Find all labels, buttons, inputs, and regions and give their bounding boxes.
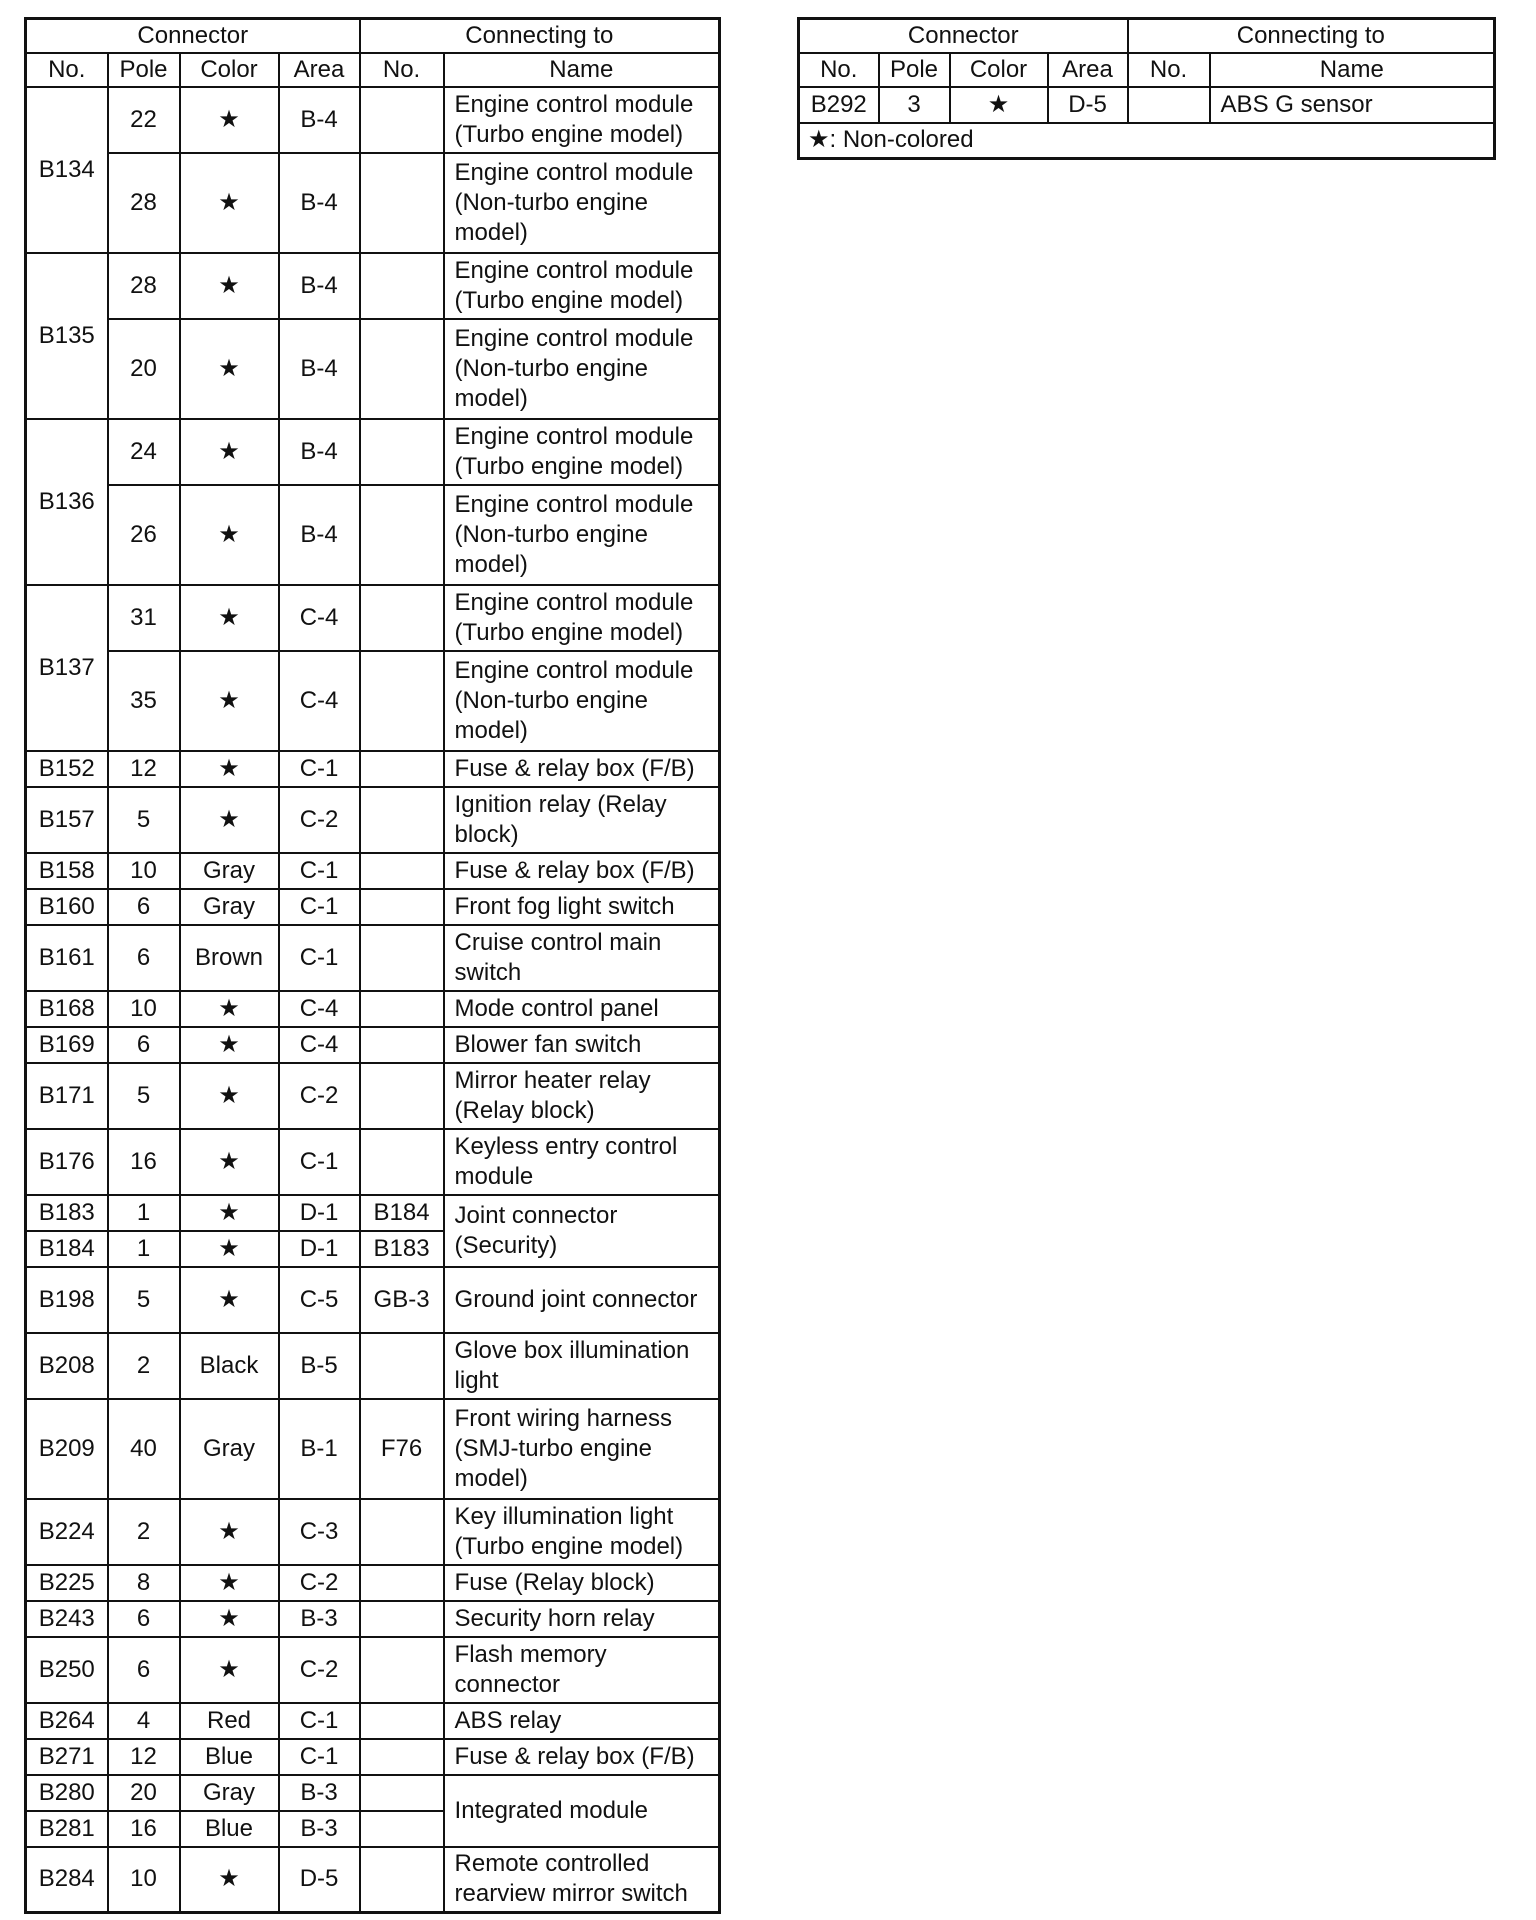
pole-count: 28 — [108, 153, 180, 253]
header-name: Name — [1210, 53, 1495, 87]
connector-no: B224 — [26, 1499, 108, 1565]
pole-count: 10 — [108, 853, 180, 889]
area-code: C-4 — [279, 651, 360, 751]
connecting-name: Engine control module (Turbo engine model) — [444, 419, 720, 485]
connector-no: B160 — [26, 889, 108, 925]
table-row — [26, 1195, 720, 1231]
connector-color: ★ — [180, 153, 279, 253]
connector-color: ★ — [180, 1847, 279, 1913]
table-row — [26, 651, 720, 751]
pole-count: 4 — [108, 1703, 180, 1739]
connecting-name: Flash memory connector — [444, 1637, 720, 1703]
area-code: B-4 — [279, 319, 360, 419]
pole-count: 2 — [108, 1333, 180, 1399]
connecting-name: Remote controlled rearview mirror switch — [444, 1847, 720, 1913]
pole-count: 16 — [108, 1129, 180, 1195]
connector-no: B161 — [26, 925, 108, 991]
connector-color: ★ — [180, 485, 279, 585]
table-row — [26, 1399, 720, 1499]
connecting-no — [360, 1027, 444, 1063]
area-code: D-1 — [279, 1195, 360, 1231]
connecting-no — [360, 991, 444, 1027]
connecting-no — [360, 253, 444, 319]
connecting-name: Front wiring harness (SMJ-turbo engine model) — [444, 1399, 720, 1499]
connector-no: B183 — [26, 1195, 108, 1231]
connecting-name: Key illumination light (Turbo engine model) — [444, 1499, 720, 1565]
connector-color: ★ — [180, 1267, 279, 1333]
connecting-no: B183 — [360, 1231, 444, 1267]
connector-color: ★ — [180, 419, 279, 485]
table-row — [26, 853, 720, 889]
connecting-name: Integrated module — [444, 1775, 720, 1847]
connecting-name: Cruise control main switch — [444, 925, 720, 991]
area-code: C-2 — [279, 1063, 360, 1129]
connecting-name: Fuse & relay box (F/B) — [444, 751, 720, 787]
table-row — [799, 87, 1495, 123]
header-connecting-to: Connecting to — [1128, 19, 1495, 53]
connector-color: ★ — [180, 1231, 279, 1267]
connecting-no — [360, 853, 444, 889]
area-code: B-4 — [279, 485, 360, 585]
area-code: C-4 — [279, 585, 360, 651]
area-code: C-1 — [279, 1129, 360, 1195]
connector-no: B152 — [26, 751, 108, 787]
pole-count: 40 — [108, 1399, 180, 1499]
area-code: C-2 — [279, 1565, 360, 1601]
connecting-no — [360, 1601, 444, 1637]
pole-count: 31 — [108, 585, 180, 651]
connector-no: B137 — [26, 585, 108, 751]
area-code: C-1 — [279, 889, 360, 925]
connector-color: ★ — [180, 87, 279, 153]
connecting-no — [360, 1499, 444, 1565]
connector-color: ★ — [180, 1195, 279, 1231]
area-code: C-2 — [279, 1637, 360, 1703]
connecting-no — [360, 87, 444, 153]
area-code: B-4 — [279, 87, 360, 153]
connector-no: B157 — [26, 787, 108, 853]
connector-no: B136 — [26, 419, 108, 585]
table-row — [26, 1601, 720, 1637]
area-code: C-4 — [279, 991, 360, 1027]
table-row — [26, 1499, 720, 1565]
connecting-name: Engine control module (Non-turbo engine model) — [444, 485, 720, 585]
connector-no: B243 — [26, 1601, 108, 1637]
connecting-name: ABS relay — [444, 1703, 720, 1739]
connecting-name: Fuse & relay box (F/B) — [444, 853, 720, 889]
pole-count: 26 — [108, 485, 180, 585]
footnote: ★: Non-colored — [799, 123, 1495, 159]
header-no: No. — [26, 53, 108, 87]
connector-color: Black — [180, 1333, 279, 1399]
pole-count: 8 — [108, 1565, 180, 1601]
pole-count: 6 — [108, 1637, 180, 1703]
connecting-no — [360, 1775, 444, 1811]
connector-no: B250 — [26, 1637, 108, 1703]
table-row — [26, 1267, 720, 1333]
connector-color: ★ — [180, 991, 279, 1027]
header-no: No. — [799, 53, 879, 87]
area-code: D-1 — [279, 1231, 360, 1267]
connector-no: B168 — [26, 991, 108, 1027]
connector-color: ★ — [180, 1637, 279, 1703]
pole-count: 1 — [108, 1195, 180, 1231]
table-row — [26, 419, 720, 485]
area-code: B-4 — [279, 419, 360, 485]
connecting-name: Ground joint connector — [444, 1267, 720, 1333]
area-code: B-4 — [279, 153, 360, 253]
connecting-no — [360, 1333, 444, 1399]
area-code: D-5 — [279, 1847, 360, 1913]
table-row — [26, 1063, 720, 1129]
connector-table-left — [24, 17, 721, 1914]
pole-count: 3 — [879, 87, 950, 123]
header-conn-no: No. — [360, 53, 444, 87]
connector-no: B169 — [26, 1027, 108, 1063]
connecting-name: Security horn relay — [444, 1601, 720, 1637]
connector-color: Gray — [180, 1399, 279, 1499]
connecting-no — [360, 1847, 444, 1913]
connecting-name: Fuse & relay box (F/B) — [444, 1739, 720, 1775]
connector-color: ★ — [180, 1027, 279, 1063]
header-area: Area — [279, 53, 360, 87]
area-code: C-1 — [279, 853, 360, 889]
connecting-name: Keyless entry control module — [444, 1129, 720, 1195]
connecting-no — [360, 1565, 444, 1601]
table-row — [26, 1775, 720, 1811]
pole-count: 5 — [108, 1267, 180, 1333]
area-code: C-1 — [279, 751, 360, 787]
connecting-no — [360, 889, 444, 925]
header-pole: Pole — [108, 53, 180, 87]
table-row — [26, 1847, 720, 1913]
header-connecting-to: Connecting to — [360, 19, 720, 53]
table-row — [26, 751, 720, 787]
connecting-name: Glove box illumination light — [444, 1333, 720, 1399]
connecting-no — [360, 485, 444, 585]
connector-color: ★ — [180, 1063, 279, 1129]
table-row — [26, 787, 720, 853]
connecting-name: Engine control module (Turbo engine model) — [444, 253, 720, 319]
area-code: B-1 — [279, 1399, 360, 1499]
area-code: C-5 — [279, 1267, 360, 1333]
pole-count: 5 — [108, 1063, 180, 1129]
pole-count: 12 — [108, 751, 180, 787]
pole-count: 5 — [108, 787, 180, 853]
connecting-name: Blower fan switch — [444, 1027, 720, 1063]
pole-count: 16 — [108, 1811, 180, 1847]
connector-no: B264 — [26, 1703, 108, 1739]
area-code: C-2 — [279, 787, 360, 853]
connector-color: ★ — [180, 1499, 279, 1565]
connector-no: B284 — [26, 1847, 108, 1913]
area-code: C-1 — [279, 1739, 360, 1775]
table-row — [26, 1027, 720, 1063]
connecting-name: Mirror heater relay (Relay block) — [444, 1063, 720, 1129]
connector-table-right — [797, 17, 1496, 160]
connector-color: ★ — [180, 1129, 279, 1195]
connecting-no — [360, 1063, 444, 1129]
table-row — [26, 485, 720, 585]
area-code: D-5 — [1048, 87, 1128, 123]
table-row — [26, 1333, 720, 1399]
connecting-no: F76 — [360, 1399, 444, 1499]
header-pole: Pole — [879, 53, 950, 87]
connecting-no — [360, 1129, 444, 1195]
header-conn-no: No. — [1128, 53, 1210, 87]
header-connector: Connector — [26, 19, 360, 53]
connector-color: Gray — [180, 853, 279, 889]
connecting-name: Ignition relay (Relay block) — [444, 787, 720, 853]
area-code: B-4 — [279, 253, 360, 319]
connector-color: ★ — [180, 319, 279, 419]
connecting-name: Engine control module (Turbo engine model) — [444, 585, 720, 651]
pole-count: 6 — [108, 925, 180, 991]
table-row — [26, 1703, 720, 1739]
table-row — [26, 925, 720, 991]
table-row — [26, 889, 720, 925]
connector-color: Blue — [180, 1739, 279, 1775]
connector-no: B225 — [26, 1565, 108, 1601]
connector-color: ★ — [180, 1565, 279, 1601]
connector-no: B271 — [26, 1739, 108, 1775]
table-body-right — [799, 87, 1495, 159]
connector-no: B208 — [26, 1333, 108, 1399]
area-code: B-3 — [279, 1601, 360, 1637]
pole-count: 6 — [108, 1027, 180, 1063]
connector-color: ★ — [180, 585, 279, 651]
connector-no: B280 — [26, 1775, 108, 1811]
area-code: B-3 — [279, 1811, 360, 1847]
connecting-name: Fuse (Relay block) — [444, 1565, 720, 1601]
connector-no: B281 — [26, 1811, 108, 1847]
connecting-name: Mode control panel — [444, 991, 720, 1027]
connector-no: B134 — [26, 87, 108, 253]
connecting-name: Front fog light switch — [444, 889, 720, 925]
connector-color: ★ — [180, 253, 279, 319]
connector-color: Brown — [180, 925, 279, 991]
connector-no: B176 — [26, 1129, 108, 1195]
pole-count: 12 — [108, 1739, 180, 1775]
connector-color: ★ — [180, 751, 279, 787]
connecting-name: Joint connector (Security) — [444, 1195, 720, 1267]
pole-count: 24 — [108, 419, 180, 485]
table-row — [26, 1637, 720, 1703]
connector-color: Gray — [180, 889, 279, 925]
header-name: Name — [444, 53, 720, 87]
connecting-no — [360, 925, 444, 991]
header-color: Color — [950, 53, 1048, 87]
header-connector: Connector — [799, 19, 1128, 53]
table-row — [26, 585, 720, 651]
connector-no: B198 — [26, 1267, 108, 1333]
table-row — [26, 253, 720, 319]
pole-count: 28 — [108, 253, 180, 319]
connecting-no — [360, 319, 444, 419]
connecting-no — [1128, 87, 1210, 123]
connector-color: ★ — [950, 87, 1048, 123]
connector-no: B184 — [26, 1231, 108, 1267]
connecting-name: Engine control module (Turbo engine model) — [444, 87, 720, 153]
connecting-no: B184 — [360, 1195, 444, 1231]
connecting-no — [360, 787, 444, 853]
connecting-no: GB-3 — [360, 1267, 444, 1333]
pole-count: 20 — [108, 319, 180, 419]
pole-count: 22 — [108, 87, 180, 153]
connecting-no — [360, 419, 444, 485]
connecting-no — [360, 585, 444, 651]
table-row — [26, 991, 720, 1027]
connecting-no — [360, 1637, 444, 1703]
header-area: Area — [1048, 53, 1128, 87]
connecting-name: Engine control module (Non-turbo engine model) — [444, 651, 720, 751]
connecting-no — [360, 1739, 444, 1775]
table-body-left — [26, 87, 720, 1913]
table-row — [799, 123, 1495, 159]
pole-count: 2 — [108, 1499, 180, 1565]
pole-count: 10 — [108, 991, 180, 1027]
table-row — [26, 87, 720, 153]
connector-color: ★ — [180, 651, 279, 751]
pole-count: 1 — [108, 1231, 180, 1267]
connector-no: B171 — [26, 1063, 108, 1129]
area-code: C-1 — [279, 1703, 360, 1739]
table-row — [26, 319, 720, 419]
pole-count: 35 — [108, 651, 180, 751]
area-code: B-5 — [279, 1333, 360, 1399]
table-row — [26, 1129, 720, 1195]
pole-count: 10 — [108, 1847, 180, 1913]
connecting-no — [360, 1703, 444, 1739]
table-row — [26, 1739, 720, 1775]
pole-count: 20 — [108, 1775, 180, 1811]
connector-color: ★ — [180, 787, 279, 853]
connecting-no — [360, 651, 444, 751]
connecting-no — [360, 153, 444, 253]
connecting-name: Engine control module (Non-turbo engine model) — [444, 319, 720, 419]
connector-no: B209 — [26, 1399, 108, 1499]
area-code: B-3 — [279, 1775, 360, 1811]
connecting-name: ABS G sensor — [1210, 87, 1495, 123]
table-row — [26, 153, 720, 253]
connector-color: ★ — [180, 1601, 279, 1637]
area-code: C-1 — [279, 925, 360, 991]
area-code: C-3 — [279, 1499, 360, 1565]
connecting-no — [360, 1811, 444, 1847]
table-row — [26, 1565, 720, 1601]
connector-color: Blue — [180, 1811, 279, 1847]
connecting-name: Engine control module (Non-turbo engine model) — [444, 153, 720, 253]
connector-color: Gray — [180, 1775, 279, 1811]
connecting-no — [360, 751, 444, 787]
connector-color: Red — [180, 1703, 279, 1739]
pole-count: 6 — [108, 889, 180, 925]
connector-no: B135 — [26, 253, 108, 419]
area-code: C-4 — [279, 1027, 360, 1063]
header-color: Color — [180, 53, 279, 87]
pole-count: 6 — [108, 1601, 180, 1637]
connector-no: B158 — [26, 853, 108, 889]
connector-no: B292 — [799, 87, 879, 123]
